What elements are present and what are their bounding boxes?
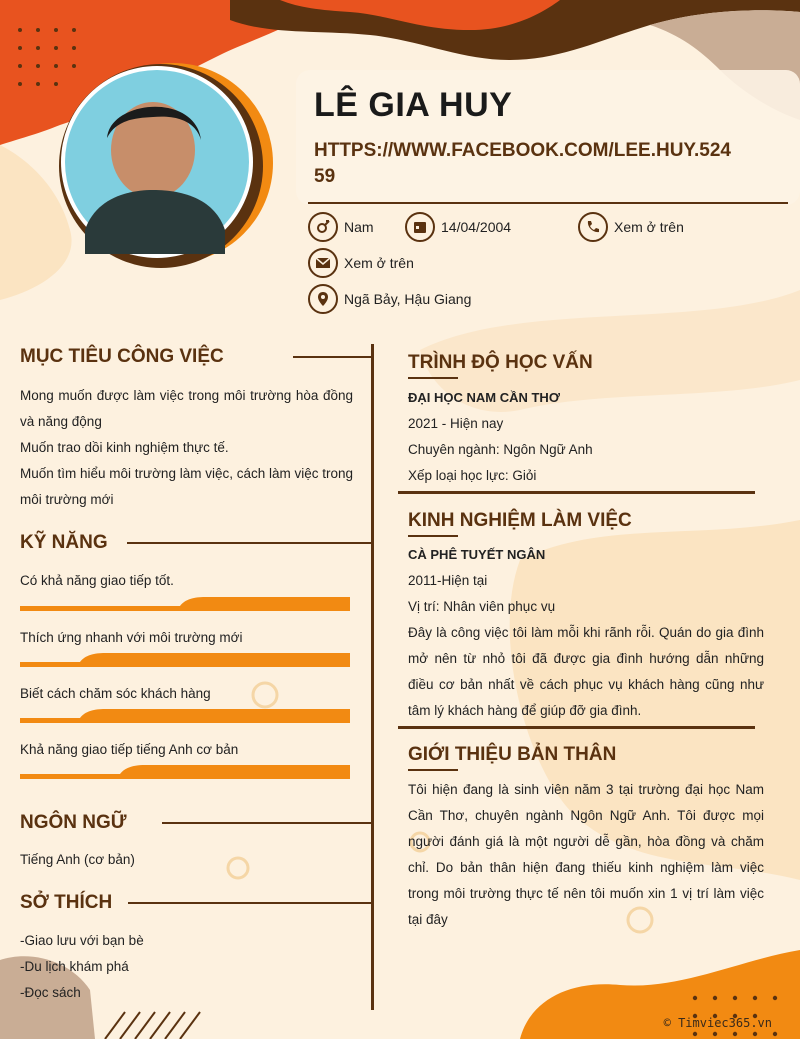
about-text: Tôi hiện đang là sinh viên năm 3 tại trường đại học Nam Cần Thơ, chuyên ngành Ngôn Ngữ Anh. Tôi được mọi người đánh giá là một người dễ gần, hòa đồng và chăm chỉ. Do bản thân hiện đang thiếu kinh nghiệm làm việc trong môi trường thực tế nên tôi muốn xin 1 vị trí làm việc tại đây — [408, 782, 764, 927]
birthday-value: 14/04/2004 — [441, 219, 512, 235]
address-row — [308, 284, 471, 314]
hobbies-rule — [128, 902, 371, 904]
experience-position: Vị trí: Nhân viên phục vụ — [408, 599, 556, 614]
column-divider — [371, 344, 374, 1010]
experience-period: 2011-Hiện tại — [408, 573, 488, 588]
skill-item: Biết cách chăm sóc khách hàng — [20, 686, 211, 701]
address-value: Ngã Bảy, Hậu Giang — [344, 291, 472, 307]
objective-rule — [293, 356, 371, 358]
education-major: Chuyên ngành: Ngôn Ngữ Anh — [408, 442, 593, 457]
experience-description: Đây là công việc tôi làm mỗi khi rãnh rỗi. Quán do gia đình mở nên từ nhỏ tôi đã được gia đình hướng dẫn những điều cơ bản nhất về cách phục vụ khách hàng cũng như tâm lý khách hàng để giúp đỡ gia đình. — [408, 625, 764, 718]
education-title: TRÌNH ĐỘ HỌC VẤN — [408, 352, 593, 373]
skills-title: KỸ NĂNG — [20, 532, 108, 553]
hobby-item: -Du lịch khám phá — [20, 959, 129, 974]
footer-credit: © Timviec365.vn — [663, 1016, 772, 1030]
email-row — [308, 248, 414, 278]
avatar-frame — [55, 60, 285, 270]
location-pin-icon — [308, 284, 338, 314]
hobby-item: -Giao lưu với bạn bè — [20, 933, 144, 948]
education-school: ĐẠI HỌC NAM CẦN THƠ — [408, 390, 560, 405]
education-period: 2021 - Hiện nay — [408, 416, 504, 431]
experience-block — [408, 542, 764, 724]
skill-item: Thích ứng nhanh với môi trường mới — [20, 630, 243, 645]
skill-item: Khả năng giao tiếp tiếng Anh cơ bản — [20, 742, 239, 757]
experience-title-underline — [408, 535, 458, 537]
gender-row — [308, 212, 374, 242]
skill-bar — [20, 765, 350, 779]
objective-text — [20, 383, 353, 513]
gender-value: Nam — [344, 219, 374, 235]
objective-line: Muốn tìm hiểu môi trường làm việc, cách làm việc trong môi trường mới — [20, 466, 354, 507]
experience-rule — [398, 726, 755, 729]
education-block — [408, 385, 768, 489]
language-item: Tiếng Anh (cơ bản) — [20, 852, 135, 867]
phone-row — [578, 212, 684, 242]
hobby-item: -Đọc sách — [20, 985, 81, 1000]
hobbies-list — [20, 928, 144, 1006]
email-value: Xem ở trên — [344, 255, 414, 271]
objective-line: Mong muốn được làm việc trong môi trường hòa đồng và năng động — [20, 388, 353, 429]
education-grade: Xếp loại học lực: Giỏi — [408, 468, 537, 483]
skill-bar — [20, 597, 350, 611]
skills-rule — [127, 542, 371, 544]
mail-icon — [308, 248, 338, 278]
education-title-underline — [408, 377, 458, 379]
gender-icon — [308, 212, 338, 242]
calendar-icon — [405, 212, 435, 242]
hobbies-title: SỞ THÍCH — [20, 892, 113, 913]
header-divider — [308, 202, 788, 204]
objective-title: MỤC TIÊU CÔNG VIỆC — [20, 346, 224, 367]
languages-title: NGÔN NGỮ — [20, 812, 127, 833]
languages-rule — [162, 822, 371, 824]
about-title: GIỚI THIỆU BẢN THÂN — [408, 744, 617, 765]
experience-company: CÀ PHÊ TUYẾT NGÂN — [408, 547, 546, 562]
candidate-name: LÊ GIA HUY — [314, 86, 513, 124]
experience-title: KINH NGHIỆM LÀM VIỆC — [408, 510, 632, 531]
phone-icon — [578, 212, 608, 242]
skill-item: Có khả năng giao tiếp tốt. — [20, 573, 174, 588]
birthday-row — [405, 212, 511, 242]
phone-value: Xem ở trên — [614, 219, 684, 235]
skill-bar — [20, 709, 350, 723]
profile-link[interactable]: HTTPS://WWW.FACEBOOK.COM/LEE.HUY.52459 — [314, 140, 731, 187]
skill-bar — [20, 653, 350, 667]
objective-line: Muốn trao dồi kinh nghiệm thực tế. — [20, 440, 229, 455]
education-rule — [398, 491, 755, 494]
about-title-underline — [408, 769, 458, 771]
